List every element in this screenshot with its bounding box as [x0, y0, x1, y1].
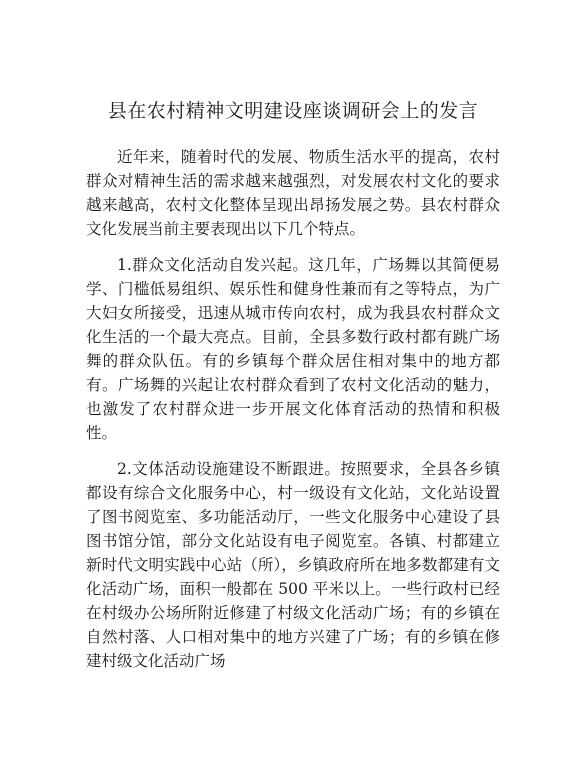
paragraph-point-2: 2.文体活动设施建设不断跟进。按照要求，全县各乡镇都设有综合文化服务中心，村一级设有文化站，文化站设置了图书阅览室、多功能活动厅，一些文化服务中心建设了县图书馆分馆，部分文化站设有电子阅览室。各镇、村都建立新时代文明实践中心站（所），乡镇政府所在地多数都建有文化活动广场，面积一般都在 500 平米以上。一些行政村已经在村级办公场所附近修建了村级文化活动广场；有的乡镇在自然村落、人口相对集中的地方兴建了广场；有的乡镇在修建村级文化活动广场 [86, 460, 500, 670]
document-body [86, 145, 500, 685]
paragraph-point-1: 1.群众文化活动自发兴起。这几年，广场舞以其简便易学、门槛低易组织、娱乐性和健身性兼而有之等特点，为广大妇女所接受，迅速从城市传向农村，成为我县农村群众文化生活的一个最大亮点。目前，全县多数行政村都有跳广场舞的群众队伍。有的乡镇每个群众居住相对集中的地方都有。广场舞的兴起让农村群众看到了农村文化活动的魅力，也激发了农村群众进一步开展文化体育活动的热情和积极性。 [86, 256, 500, 442]
document-title: 县在农村精神文明建设座谈调研会上的发言 [107, 100, 479, 122]
paragraph-intro: 近年来，随着时代的发展、物质生活水平的提高，农村群众对精神生活的需求越来越强烈，对发展农村文化的要求越来越高，农村文化整体呈现出昂扬发展之势。县农村群众文化发展当前主要表现出以下几个特点。 [86, 148, 500, 238]
